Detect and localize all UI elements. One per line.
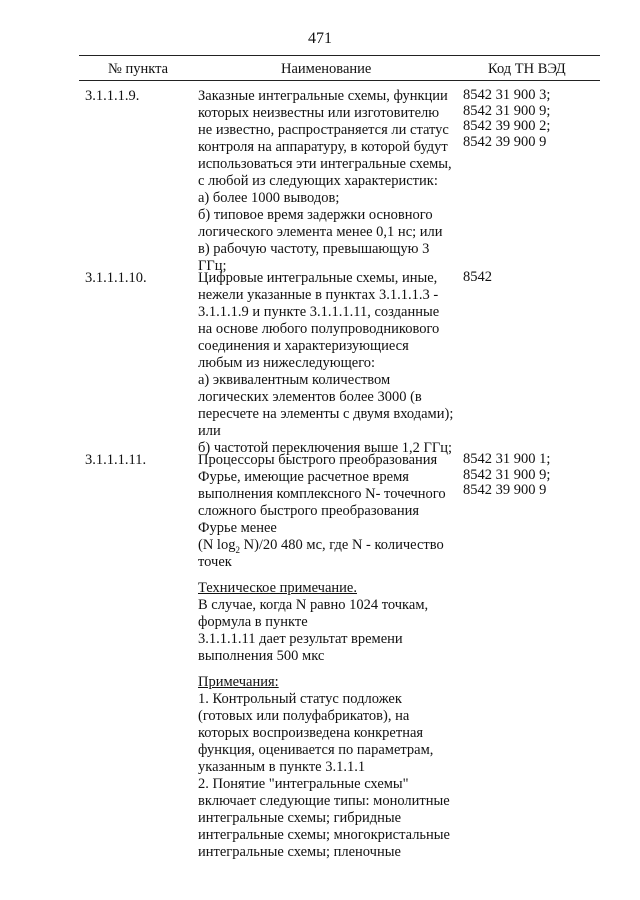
item-number: 3.1.1.1.11. [85,452,147,468]
item-codes [463,88,550,150]
item-name-line: соединения и характеризующиеся [198,338,409,354]
item-name-line: б) типовое время задержки основного [198,207,433,223]
tn-ved-code: 8542 31 900 1; [463,451,551,467]
column-header-number: № пункта [108,61,169,77]
formula-line: (N $\log_2 N)/20$ 480 мс, где N - количество [198,537,444,555]
technical-note-line: В случае, когда N равно 1024 точкам, [198,597,429,613]
header-rule-top [79,55,600,56]
tn-ved-code: 8542 [463,269,492,285]
item-name-line: использоваться эти интегральные схемы, [198,156,452,172]
item-name-line: а) эквивалентным количеством [198,372,391,388]
tn-ved-code: 8542 39 900 9 [463,133,547,150]
note-line: включает следующие типы: монолитные [198,793,450,809]
tn-ved-code: 8542 31 900 9; [463,102,551,119]
note-line: указанным в пункте 3.1.1.1 [198,759,366,775]
item-name-line: ГГц; [198,258,227,274]
item-name-line: пересчете на элементы с двумя входами); [198,406,454,422]
item-name [198,88,463,275]
note-line: 1. Контрольный статус подложек [198,691,402,707]
item-name-line: 3.1.1.1.9 и пункте 3.1.1.1.11, созданные [198,304,440,320]
item-name [198,452,463,861]
item-name-line: с любой из следующих характеристик: [198,173,438,189]
item-name-line: Фурье, имеющие расчетное время [198,469,409,485]
item-name-line: или [198,423,221,439]
technical-note-title: Техническое примечание. [198,580,357,596]
item-name-line: нежели указанные в пунктах 3.1.1.1.3 - [198,287,439,303]
tn-ved-code: 8542 31 900 9; [463,466,551,483]
item-name-line: Фурье менее [198,520,277,536]
item-name-line: любым из нижеследующего: [198,355,376,371]
notes-title: Примечания: [198,674,279,690]
column-header-name: Наименование [281,61,372,77]
note-line: интегральные схемы; многокристальные [198,827,450,843]
page-number: 471 [308,30,332,47]
tn-ved-code: 8542 39 900 2; [463,118,551,134]
technical-note-line: 3.1.1.1.11 дает результат времени [198,631,403,647]
note-line: функция, оценивается по параметрам, [198,742,434,758]
item-codes [463,452,550,499]
item-name-line: не известно, распространяется ли статус [198,122,449,138]
note-line: которых воспроизведена конкретная [198,725,424,741]
item-name-line: которых неизвестны или изготовителю [198,105,440,121]
item-name-line: Процессоры быстрого преобразования [198,452,438,468]
item-name-line: контроля на аппаратуру, в которой будут [198,139,448,155]
item-name-line: сложного быстрого преобразования [198,503,420,519]
item-name-line: точек [198,554,232,570]
item-name-line: а) более 1000 выводов; [198,190,340,206]
item-name-line: Заказные интегральные схемы, функции [198,88,448,104]
item-name [198,270,463,457]
header-rule-bottom [79,80,600,81]
item-number: 3.1.1.1.10. [85,270,147,286]
item-name-line: логических элементов более 3000 (в [198,389,422,405]
item-name-line: б) частотой переключения выше 1,2 ГГц; [198,440,453,456]
item-name-line: в) рабочую частоту, превышающую 3 [198,241,430,257]
note-line: интегральные схемы; пленочные [198,844,401,860]
item-name-line: на основе любого полупроводникового [198,321,440,337]
item-number: 3.1.1.1.9. [85,88,140,104]
item-name-line: логического элемента менее 0,1 нс; или [198,224,443,240]
technical-note-line: выполнения 500 мкс [198,648,325,664]
note-line: 2. Понятие "интегральные схемы" [198,776,409,792]
tn-ved-code: 8542 31 900 3; [463,87,551,103]
item-codes [463,270,492,286]
note-line: (готовых или полуфабрикатов), на [198,708,410,724]
technical-note-line: формула в пункте [198,614,308,630]
tn-ved-code: 8542 39 900 9 [463,482,547,498]
item-name-line: выполнения комплексного N- точечного [198,486,446,502]
note-line: интегральные схемы; гибридные [198,810,402,826]
column-header-code: Код ТН ВЭД [488,61,566,77]
item-name-line: Цифровые интегральные схемы, иные, [198,270,438,286]
